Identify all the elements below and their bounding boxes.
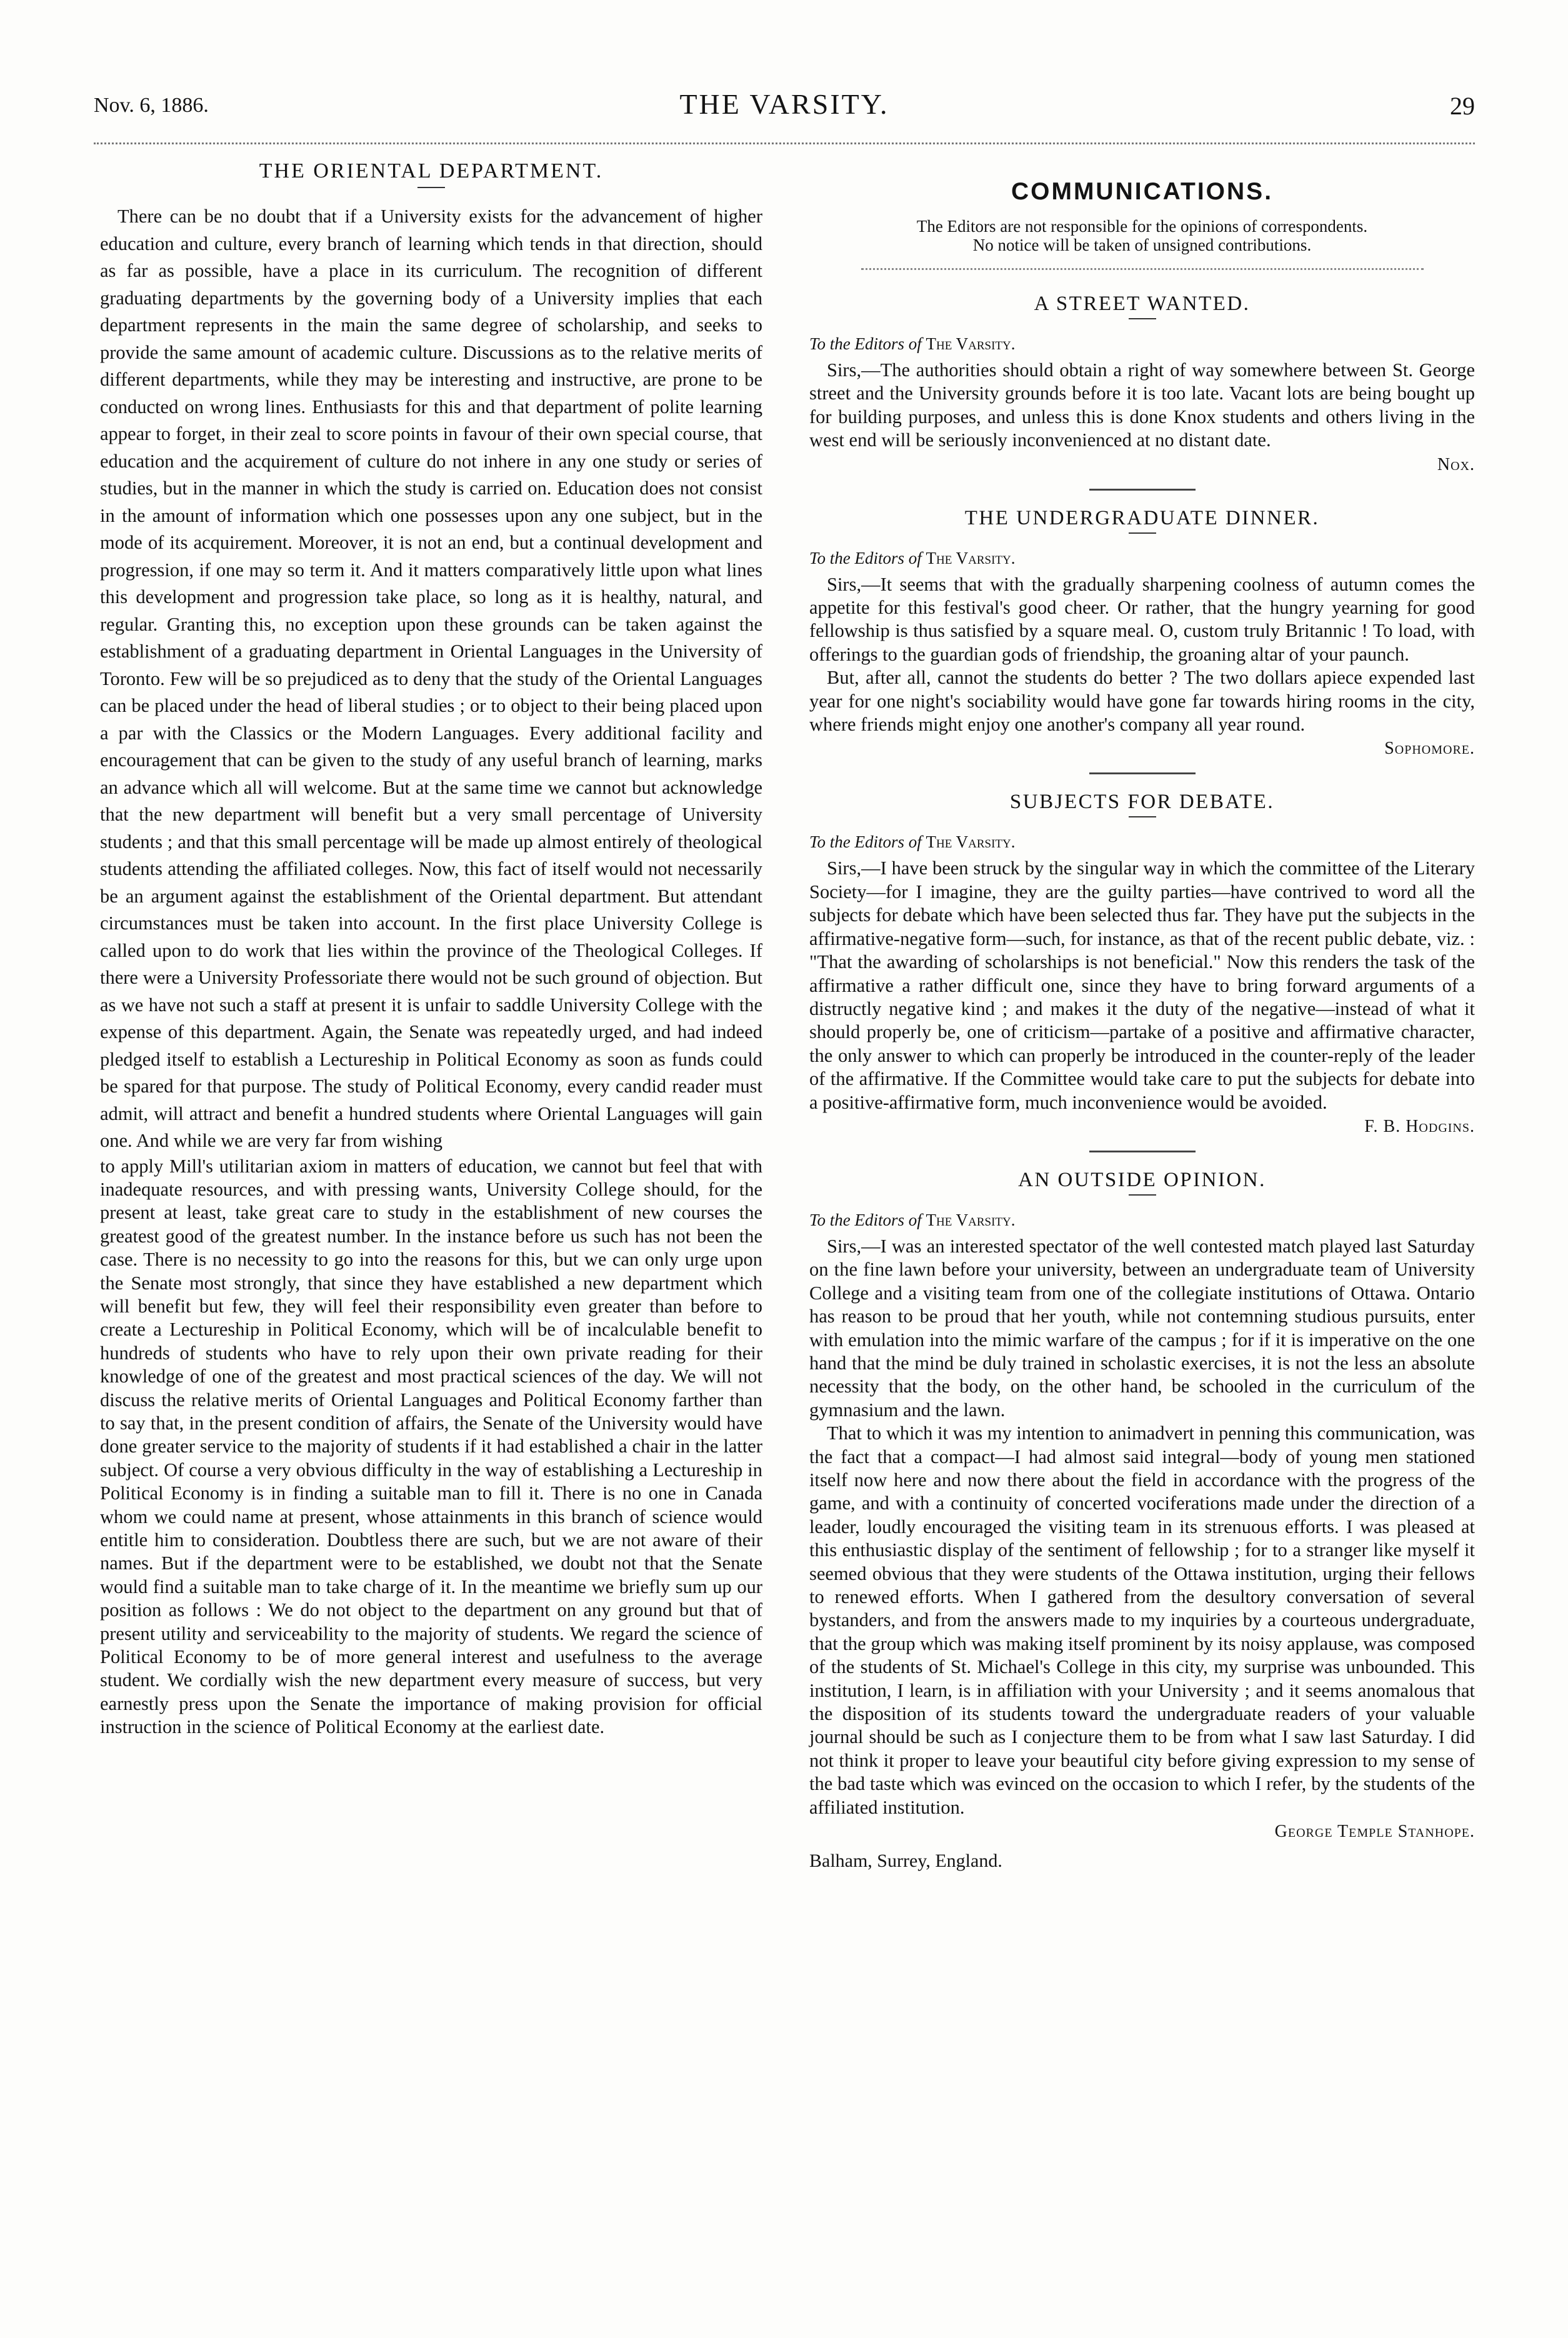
masthead-title: THE VARSITY.: [679, 88, 889, 120]
letter-signature: F. B. Hodgins.: [1364, 1116, 1475, 1136]
salutation: To the Editors of The Varsity.: [809, 1210, 1016, 1229]
disclaimer-divider: [861, 268, 1424, 270]
letter-street-wanted: [809, 292, 1475, 475]
letter-title: A STREET WANTED.: [1034, 292, 1251, 315]
title-dash: [1129, 816, 1156, 817]
letter-signature: Sophomore.: [1384, 739, 1475, 759]
letter-body: Sirs,—The authorities should obtain a right of way somewhere between St. George street and the University grounds before it is too late. Vacant lots are being bought up for building purposes, and unless this is done Knox students and others living in the west end will be seriously inconvenienced at no distant date.: [809, 359, 1475, 451]
letter-divider: [1089, 772, 1196, 774]
salutation: To the Editors of The Varsity.: [809, 548, 1016, 567]
salutation: To the Editors of The Varsity.: [809, 832, 1016, 852]
communications-title: COMMUNICATIONS.: [1011, 178, 1274, 205]
disclaimer-line-2: No notice will be taken of unsigned contributions.: [972, 236, 1312, 254]
letter-subjects-for-debate: [809, 791, 1475, 1136]
letter-divider: [1089, 1151, 1196, 1152]
letter-body: Sirs,—I have been struck by the singular way in which the committee of the Literary Society—for I imagine, they are the guilty parties—have contrived to word all the subjects for debate which have been selected thus far. They have put the subjects in the affirmative-negative form—such, for instance, as that of the recent public debate, viz. : "That the awarding of scholarships is not beneficial." Now this renders the task of the affirmative a rather difficult one, since they have to bring forward arguments of a distructly negative kind ; and makes it the duty of the negative—instead of what it should properly be, one of criticism—partake of a positive and affirmative character, the only answer to which can properly be introduced in the counter-reply of the leader of the affirmative. If the Committee would take care to put the subjects for debate into a positive-affirmative form, much inconvenience would be avoided.: [809, 857, 1475, 1113]
letter-body-2: But, after all, cannot the students do better ? The two dollars apiece expended last year for one night's sociability would have gone far towards hiring rooms in the city, where friends might enjoy one another's company all year round.: [809, 667, 1475, 736]
disclaimer-line-1: The Editors are not responsible for the opinions of correspondents.: [916, 217, 1368, 236]
right-column: [809, 159, 1475, 1872]
page-number: 29: [1450, 92, 1475, 120]
letter-outside-opinion: [809, 1169, 1475, 1872]
title-dash: [1129, 318, 1156, 319]
letter-body: Sirs,—I was an interested spectator of the well contested match played last Saturday on the fine lawn before your university, between an undergraduate team of University College and a visiting team from one of the collegiate institutions of Ottawa. Ontario has reason to be proud that her youth, while not contemning studious pursuits, enter with emulation into the mimic warfare of the campus ; for if it is imperative on the one hand that the mind be duly trained in scholastic exercises, it is not the less an absolute necessity that the body, on the other hand, be schooled in the curriculum of the gymnasium and the lawn.: [809, 1235, 1475, 1421]
editorial-title: THE ORIENTAL DEPARTMENT.: [259, 159, 604, 182]
header-divider: [94, 142, 1475, 144]
left-column: [100, 159, 762, 1739]
letter-divider: [1089, 489, 1196, 491]
page-header: [94, 87, 1475, 131]
title-dash: [1129, 1194, 1156, 1196]
editorial-paragraph-2: to apply Mill's utilitarian axiom in matters of education, we cannot but feel that with inadequate resources, and with pressing wants, University College should, for the present at least, take great care to study in the establishment of new courses the greatest good of the greatest number. In the instance before us such has not been the case. There is no necessity to go into the reasons for this, but we can only urge upon the Senate most strongly, that since they have established a new department which will benefit but few, they will feel their responsibility even greater than before to create a Lectureship in Political Economy, which will be of incalculable benefit to hundreds of students who have to rely upon their own private reading for their knowledge of one of the greatest and most practical sciences of the day. We will not discuss the relative merits of Oriental Languages and Political Economy farther than to say that, in the present condition of affairs, the Senate of the University would have done greater service to the majority of students if it had established a chair in the latter subject. Of course a very obvious difficulty in the way of establishing a Lectureship in Political Economy is in finding a suitable man to fill it. There is no one in Canada whom we could name at present, whose attainments in this branch of science would entitle him to consideration. Doubtless there are such, but we are not aware of their names. But if the department were to be established, we doubt not that the Senate would find a suitable man to take charge of it. In the meantime we briefly sum up our position as follows : We do not object to the department on any ground but that of present utility and serviceability to the majority of students. We regard the science of Political Economy to be of more general interest and usefulness to the average student. We cordially wish the new department every measure of success, but very earnestly press upon the Senate the importance of making provision for official instruction in the science of Political Economy at the earliest date.: [100, 1155, 762, 1738]
salutation: To the Editors of The Varsity.: [809, 334, 1016, 353]
title-dash: [417, 187, 445, 188]
letter-place: Balham, Surrey, England.: [809, 1851, 1002, 1872]
editorial-paragraph-1: There can be no doubt that if a University exists for the advancement of higher education and culture, every branch of learning which tends in that direction, should as far as possible, have a place in its curriculum. The recognition of different graduating departments by the governing body of a University implies that each department represents in the main the same degree of scholarship, and seeks to provide the same amount of academic culture. Discussions as to the relative merits of different departments, while they may be interesting and instructive, are prone to be conducted on wrong lines. Enthusiasts for this and that department of polite learning appear to forget, in their zeal to score points in favour of their own special course, that education and the acquirement of culture do not inhere in any one study or series of studies, but in the manner in which the study is carried on. Education does not consist in the amount of information which one possesses upon any one subject, but in the mode of its acquirement. Moreover, it is not an end, but a continual development and progression, if one may so term it. And it matters comparatively little upon what lines this development and progression take place, so long as it is healthy, natural, and regular. Granting this, no exception upon these grounds can be taken against the establishment of a graduating department in Oriental Languages in the University of Toronto. Few will be so prejudiced as to deny that the study of the Oriental Languages can be placed under the head of liberal studies ; or to object to their being placed upon a par with the Classics or the Modern Languages. Every additional facility and encouragement that can be given to the study of any useful branch of learning, marks an advance which all will welcome. But at the same time we cannot but acknowledge that the new department will benefit but a very small percentage of University students ; and that this small percentage will be made up almost entirely of theological students attending the affiliated colleges. Now, this fact of itself would not necessarily be an argument against the establishment of the Oriental department. But attendant circumstances must be taken into account. In the first place University College is called upon to do work that lies within the province of the Theological Colleges. If there were a University Professoriate there would not be such ground of objection. But as we have not such a staff at present it is unfair to saddle University College with the expense of this department. Again, the Senate was repeatedly urged, and had indeed pledged itself to establish a Lectureship in Political Economy as soon as funds could be spared for that purpose. The study of Political Economy, every candid reader must admit, will attract and benefit a hundred students where Oriental Languages will gain one. And while we are very far from wishing: [100, 206, 762, 1151]
letter-undergraduate-dinner: [809, 507, 1475, 759]
letter-body-2: That to which it was my intention to animadvert in penning this communication, was the fact that a compact—I had almost said integral—body of young men stationed itself now here and now there about the field in accordance with the progress of the game, and with a continuity of concerted vociferations made under the direction of a leader, loudly encouraged the visiting team in its strenuous efforts. I was pleased at this enthusiastic display of the sentiment of fellowship ; for to a stranger like myself it seemed obvious that they were students of the Ottawa institution, urging their fellows to renewed efforts. When I gathered from the desultory conversation of several bystanders, and from the answers made to my inquiries by a courteous undergraduate, that the group which was making itself prominent by its noisy applause, was composed of the students of St. Michael's College in this city, my surprise was unbounded. This institution, I learn, is in affiliation with your University ; and it seems anomalous that the disposition of its students toward the undergraduate readers of your valuable journal should be such as I conjecture them to be from what I saw last Saturday. I did not think it proper to leave your beautiful city before giving expression to my sense of the bad taste which was evinced on the occasion to which I refer, by the students of the affiliated institution.: [809, 1422, 1475, 1818]
letter-body: Sirs,—It seems that with the gradually sharpening coolness of autumn comes the appetite for this festival's good cheer. Or rather, that the hungry yearning for good fellowship is thus satisfied by a square meal. O, custom truly Britannic ! To load, with offerings to the guardian gods of friendship, the groaning altar of your paunch.: [809, 573, 1475, 665]
letter-title: AN OUTSIDE OPINION.: [1018, 1168, 1266, 1191]
title-dash: [1129, 532, 1156, 534]
letter-title: THE UNDERGRADUATE DINNER.: [964, 506, 1320, 529]
letter-signature: George Temple Stanhope.: [1274, 1822, 1475, 1842]
issue-date: Nov. 6, 1886.: [94, 94, 209, 117]
letter-signature: Nox.: [1437, 454, 1475, 474]
letter-title: SUBJECTS FOR DEBATE.: [1009, 791, 1275, 814]
